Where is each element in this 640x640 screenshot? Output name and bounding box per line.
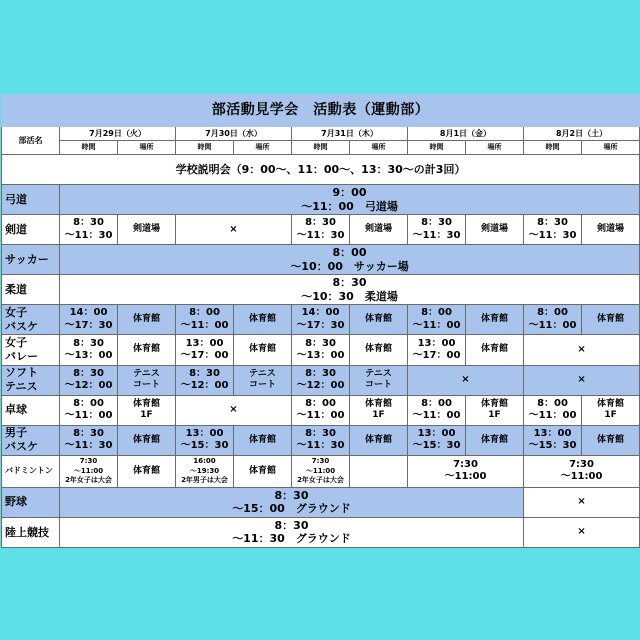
- time-cell: [60, 215, 118, 245]
- place-line2: 1F: [604, 410, 617, 421]
- place-cell: 体育館: [466, 335, 524, 365]
- start-time: 8：00: [332, 246, 367, 260]
- club-name-line2: バスケ: [5, 440, 38, 454]
- place-line2: 1F: [372, 410, 385, 421]
- end-time: ～11：00: [296, 410, 345, 422]
- place-line2: 1F: [488, 410, 501, 421]
- time-cell: [292, 395, 350, 425]
- end-time: ～11：30: [296, 440, 345, 452]
- notice-row: [2, 155, 640, 185]
- place-cell: 体育館: [118, 335, 176, 365]
- place-line1: テニス: [365, 368, 392, 379]
- end-time: ～11：30: [412, 229, 461, 241]
- no-activity-mark: ×: [524, 335, 640, 365]
- club-name: [2, 425, 60, 455]
- club-name-line1: ソフト: [5, 366, 38, 380]
- header-row-sub: [2, 141, 640, 155]
- start-time: 14：00: [69, 307, 108, 319]
- start-time: 8：30: [73, 337, 104, 349]
- place-header: 場所: [582, 141, 640, 155]
- place-header: 場所: [466, 141, 524, 155]
- place-cell: 剣道場: [466, 215, 524, 245]
- place-cell: 体育館: [350, 425, 408, 455]
- place-line2: コート: [248, 380, 276, 391]
- club-row-soft-tennis: [2, 365, 640, 395]
- club-row-kendo: [2, 215, 640, 245]
- club-name: 卓球: [2, 395, 60, 425]
- title-row: [2, 95, 640, 127]
- club-name-line2: テニス: [5, 380, 38, 394]
- place-cell: 体育館: [118, 425, 176, 455]
- place-header: 場所: [350, 141, 408, 155]
- start-time: 8：30: [73, 427, 104, 439]
- end-time: ～13：00: [296, 350, 345, 361]
- start-time: 7:30: [453, 458, 478, 470]
- club-row-girls-basketball: [2, 305, 640, 335]
- time-cell: [524, 425, 582, 455]
- start-time: 14：00: [301, 307, 340, 319]
- time-header: 時間: [408, 141, 466, 155]
- start-time: 8：30: [305, 337, 336, 349]
- club-name: 野球: [2, 487, 60, 517]
- time-cell: [60, 455, 118, 487]
- time-cell: [408, 215, 466, 245]
- place-cell: 体育館: [118, 305, 176, 335]
- start-time: 8：30: [421, 217, 452, 229]
- club-row-badminton: [2, 455, 640, 487]
- end-time: ～11:00: [560, 471, 603, 483]
- schedule-span: [60, 185, 640, 215]
- start-time: 8：30: [537, 217, 568, 229]
- club-name-line2: バレー: [5, 350, 38, 363]
- start-time: 16:00: [193, 457, 216, 466]
- page-title: 部活動見学会 活動表（運動部）: [2, 95, 640, 127]
- start-time: 13：00: [417, 427, 456, 439]
- time-cell: [524, 215, 582, 245]
- place-cell: 体育館: [582, 425, 640, 455]
- day-header-4: 8月1日（金）: [408, 127, 524, 141]
- end-time: ～12：00: [180, 380, 229, 392]
- time-header: 時間: [176, 141, 234, 155]
- start-time: 13：00: [533, 427, 572, 439]
- club-name-line1: 女子: [5, 336, 27, 350]
- place-line1: テニス: [133, 368, 160, 379]
- place-cell: [118, 365, 176, 395]
- end-time: ～11:00: [73, 466, 104, 475]
- place-header: 場所: [118, 141, 176, 155]
- place-line1: 体育館: [132, 398, 160, 409]
- start-time: 8：30: [73, 217, 104, 229]
- place-line2: コート: [132, 380, 160, 391]
- place-line1: 体育館: [480, 398, 508, 409]
- end-time: ～19:30: [189, 466, 220, 475]
- place-cell: 体育館: [234, 335, 292, 365]
- no-activity-mark: ×: [176, 215, 292, 245]
- club-name: サッカー: [2, 245, 60, 275]
- time-cell: [292, 425, 350, 455]
- start-time: 9：00: [332, 185, 367, 199]
- start-time: 8：30: [305, 427, 336, 439]
- start-time: 13：00: [185, 427, 224, 439]
- schedule-span: [60, 487, 524, 517]
- place-cell: [466, 395, 524, 425]
- time-header: 時間: [292, 141, 350, 155]
- time-cell: [60, 395, 118, 425]
- time-header: 時間: [60, 141, 118, 155]
- time-cell: [524, 395, 582, 425]
- end-time: ～17：30: [296, 319, 345, 331]
- place-line1: テニス: [249, 368, 276, 379]
- start-time: 8：30: [332, 276, 367, 290]
- place-cell: 体育館: [350, 305, 408, 335]
- end-time: ～12：00: [296, 380, 345, 392]
- club-name: 柔道: [2, 275, 60, 305]
- day-header-5: 8月2日（土）: [524, 127, 640, 141]
- place-line2: 1F: [140, 410, 153, 421]
- time-cell: [524, 305, 582, 335]
- time-header: 時間: [524, 141, 582, 155]
- time-cell: [292, 305, 350, 335]
- place-cell: 体育館: [466, 305, 524, 335]
- club-row-girls-volleyball: [2, 335, 640, 365]
- place-cell: 体育館: [582, 305, 640, 335]
- time-cell: [60, 425, 118, 455]
- time-cell: [292, 335, 350, 365]
- club-row-track-and-field: [2, 517, 640, 547]
- place-cell: [350, 395, 408, 425]
- club-row-boys-basketball: [2, 425, 640, 455]
- end-time: ～17：30: [64, 319, 113, 331]
- time-cell: [60, 365, 118, 395]
- end-time: ～11：00: [528, 410, 577, 422]
- time-cell: [176, 335, 234, 365]
- place-cell: 体育館: [234, 425, 292, 455]
- end-time: ～11：30: [296, 229, 345, 241]
- time-cell: [60, 335, 118, 365]
- club-row-soccer: [2, 245, 640, 275]
- end-time: ～17：00: [412, 350, 461, 361]
- place-cell: 体育館: [350, 335, 408, 365]
- place-line1: 体育館: [597, 398, 625, 409]
- time-cell: [524, 455, 640, 487]
- day-header-3: 7月31日（木）: [292, 127, 408, 141]
- start-time: 8：30: [189, 367, 220, 379]
- club-name-line1: 男子: [5, 426, 27, 440]
- place-cell: 体育館: [466, 425, 524, 455]
- time-cell: [292, 215, 350, 245]
- club-row-judo: [2, 275, 640, 305]
- end-time: ～15：30: [180, 440, 229, 452]
- club-name: バドミントン: [2, 455, 60, 487]
- place-cell: 体育館: [234, 455, 292, 487]
- time-cell: [176, 425, 234, 455]
- start-time: 8：00: [189, 307, 220, 319]
- end-time: ～11：00: [180, 319, 229, 331]
- start-time: 8：30: [73, 367, 104, 379]
- no-activity-mark: ×: [524, 365, 640, 395]
- club-header: 部活名: [2, 127, 60, 155]
- no-activity-mark: ×: [408, 365, 524, 395]
- time-note: 2年女子は大会: [297, 475, 344, 484]
- club-row-kyudo: [2, 185, 640, 215]
- place-cell: [118, 395, 176, 425]
- time-cell: [408, 335, 466, 365]
- end-time-place: ～10：00 サッカー場: [290, 259, 409, 273]
- end-time: ～11：00: [412, 319, 461, 331]
- club-name: [2, 305, 60, 335]
- place-cell: 体育館: [234, 305, 292, 335]
- time-cell: [176, 455, 234, 487]
- end-time-place: ～11：30 グラウンド: [232, 532, 351, 546]
- end-time: ～11：00: [64, 410, 113, 422]
- start-time: 8：30: [274, 518, 309, 532]
- day-header-1: 7月29日（火）: [60, 127, 176, 141]
- time-cell: [60, 305, 118, 335]
- time-cell: [408, 455, 524, 487]
- end-time: ～11：00: [412, 410, 461, 422]
- end-time: ～17：00: [180, 350, 229, 361]
- place-cell: [350, 365, 408, 395]
- start-time: 8：30: [305, 367, 336, 379]
- no-activity-mark: ×: [176, 395, 292, 425]
- time-cell: [292, 365, 350, 395]
- start-time: 8：00: [73, 397, 104, 409]
- place-cell: 体育館: [118, 455, 176, 487]
- club-name-line1: 女子: [5, 306, 27, 320]
- club-name: [2, 335, 60, 365]
- club-row-table-tennis: [2, 395, 640, 425]
- end-time: ～11：30: [528, 229, 577, 241]
- schedule-span: [60, 245, 640, 275]
- place-cell: [582, 395, 640, 425]
- time-cell: [408, 425, 466, 455]
- start-time: 8：30: [274, 488, 309, 502]
- place-line1: 体育館: [364, 398, 392, 409]
- time-cell: [176, 305, 234, 335]
- start-time: 8：00: [421, 397, 452, 409]
- start-time: 7:30: [311, 457, 330, 466]
- place-line2: コート: [364, 380, 392, 391]
- start-time: 8：30: [305, 217, 336, 229]
- time-cell: [408, 395, 466, 425]
- place-cell: 剣道場: [582, 215, 640, 245]
- club-name: 弓道: [2, 185, 60, 215]
- schedule-span: [60, 517, 524, 547]
- time-note: 2年男子は大会: [181, 475, 228, 484]
- end-time: ～11:00: [305, 466, 336, 475]
- schedule-span: [60, 275, 640, 305]
- end-time: ～11：30: [64, 440, 113, 452]
- place-cell: 剣道場: [118, 215, 176, 245]
- place-cell: [350, 455, 408, 487]
- place-cell: 剣道場: [350, 215, 408, 245]
- end-time: ～11：00: [528, 319, 577, 331]
- end-time: ～11：30: [64, 229, 113, 241]
- time-cell: [408, 305, 466, 335]
- start-time: 8：00: [537, 307, 568, 319]
- end-time-place: ～10：30 柔道場: [301, 289, 398, 303]
- club-name: [2, 365, 60, 395]
- time-cell: [176, 365, 234, 395]
- activity-table: [1, 94, 640, 548]
- end-time: ～13：00: [64, 350, 113, 361]
- school-briefing-notice: 学校説明会（9：00～、11：00～、13：30～の計3回）: [2, 155, 640, 185]
- end-time: ～12：00: [64, 380, 113, 392]
- start-time: 13：00: [185, 337, 224, 349]
- start-time: 7:30: [569, 458, 594, 470]
- header-row-days: [2, 127, 640, 141]
- club-name: 剣道: [2, 215, 60, 245]
- place-header: 場所: [234, 141, 292, 155]
- end-time: ～15：30: [528, 440, 577, 452]
- time-note: 2年女子は大会: [65, 475, 112, 484]
- schedule-sheet: [1, 94, 639, 548]
- start-time: 7:30: [79, 457, 98, 466]
- end-time-place: ～15：00 グラウンド: [232, 502, 351, 516]
- start-time: 8：00: [537, 397, 568, 409]
- club-name: 陸上競技: [2, 517, 60, 547]
- start-time: 8：00: [305, 397, 336, 409]
- start-time: 8：00: [421, 307, 452, 319]
- no-activity-mark: ×: [524, 487, 640, 517]
- club-row-baseball: [2, 487, 640, 517]
- start-time: 13：00: [417, 337, 456, 349]
- end-time-place: ～11：00 弓道場: [301, 199, 398, 213]
- no-activity-mark: ×: [524, 517, 640, 547]
- club-name-line2: バスケ: [5, 319, 38, 333]
- time-cell: [292, 455, 350, 487]
- end-time: ～11:00: [444, 471, 487, 483]
- end-time: ～15：30: [412, 440, 461, 452]
- place-cell: [234, 365, 292, 395]
- day-header-2: 7月30日（水）: [176, 127, 292, 141]
